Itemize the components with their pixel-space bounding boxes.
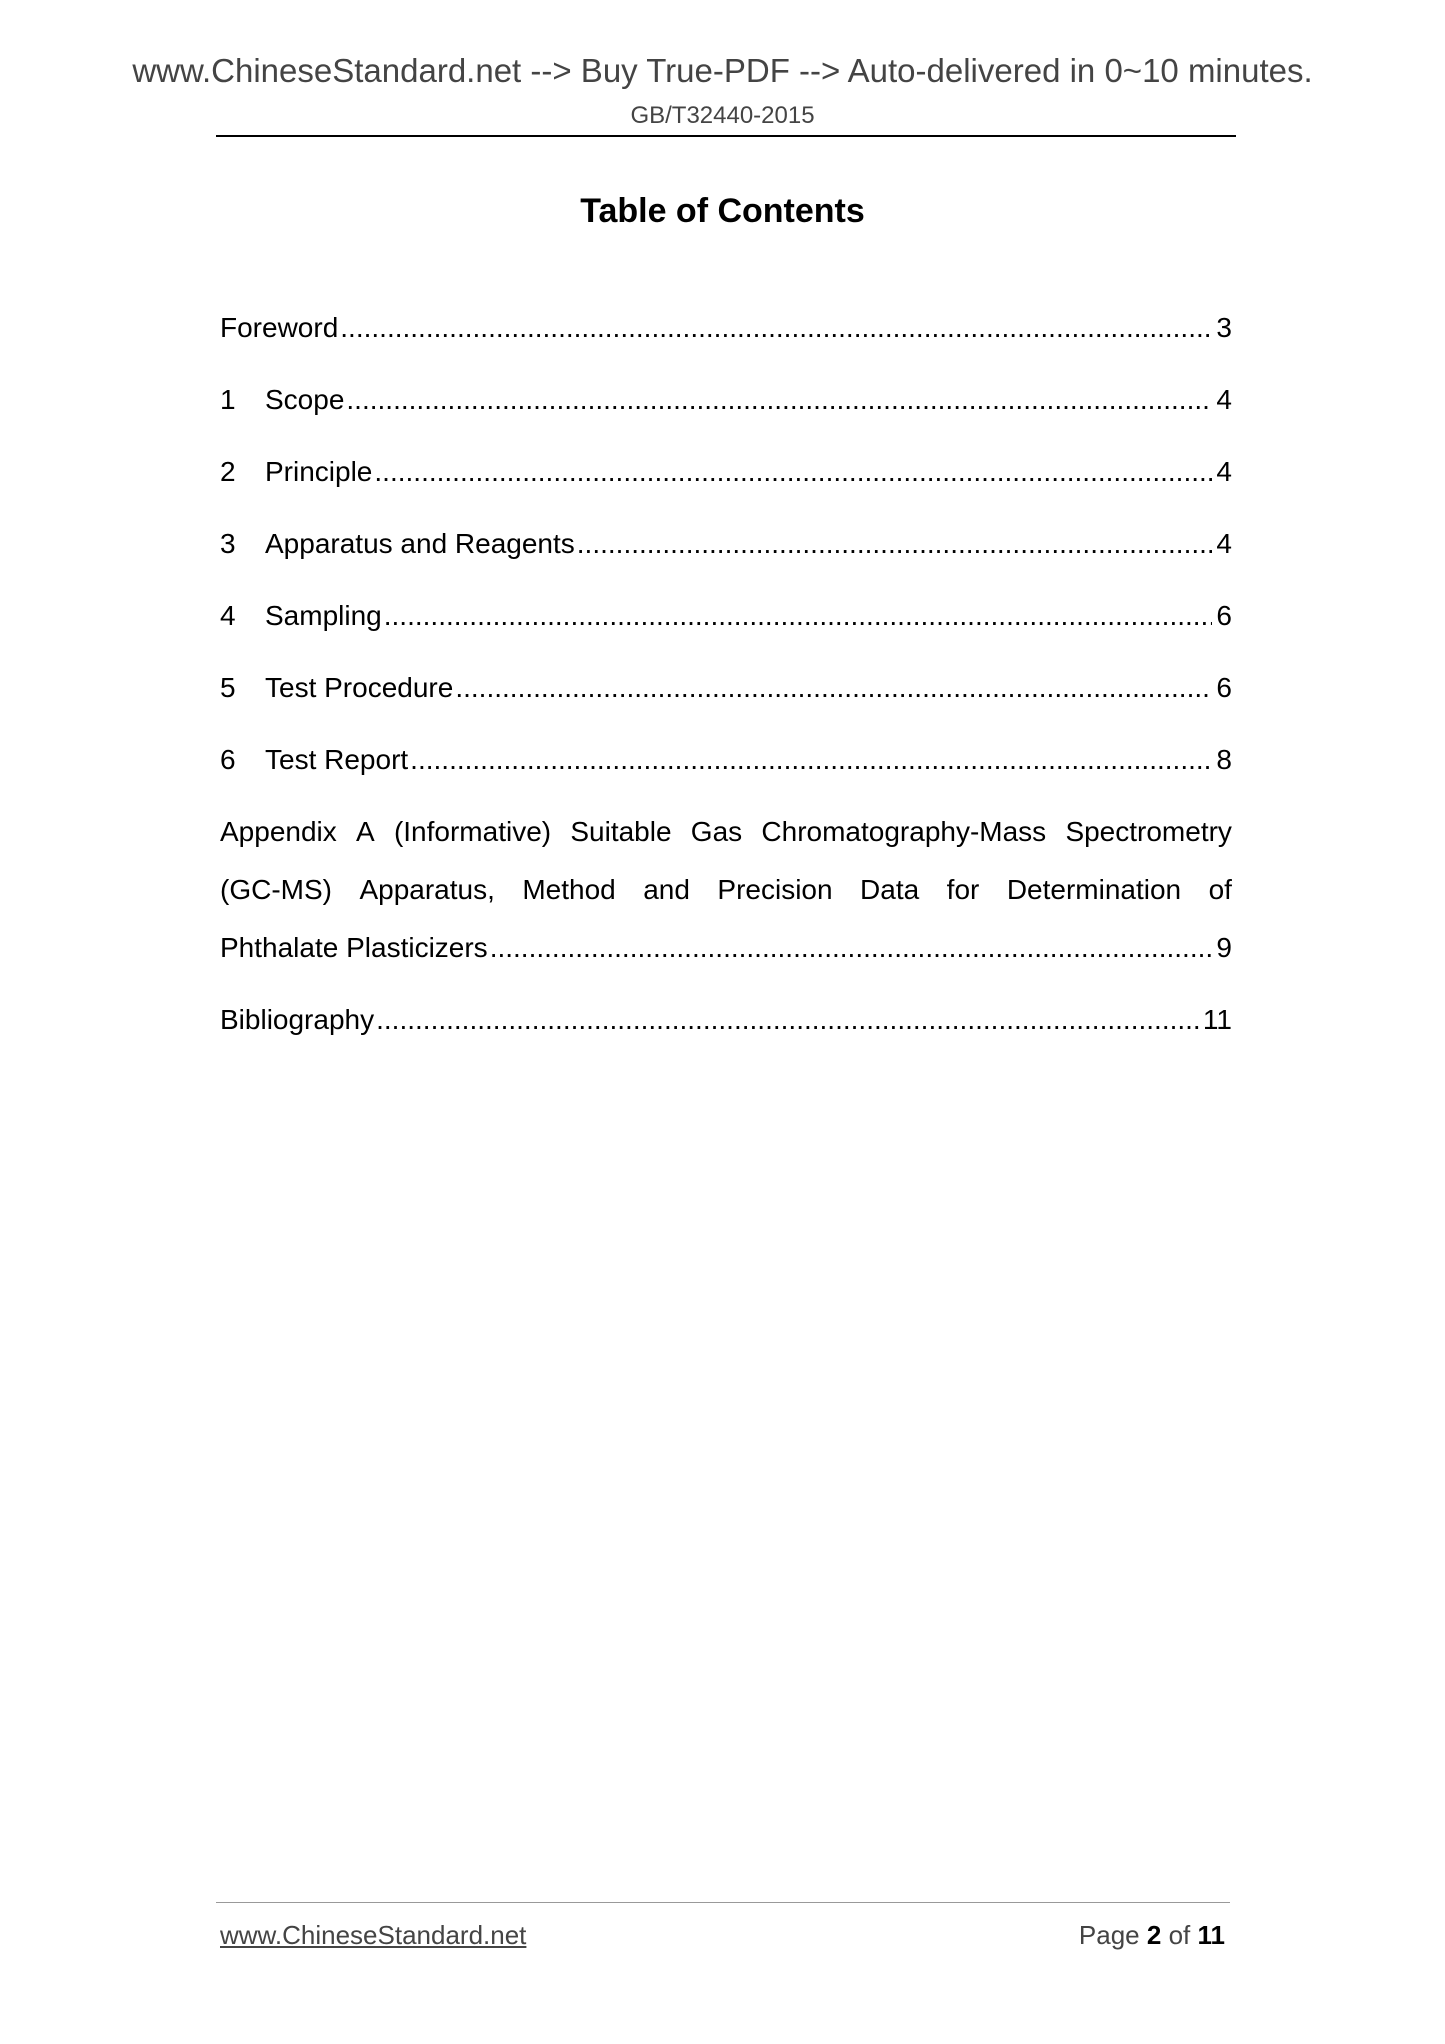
toc-entry-label: Bibliography xyxy=(220,1006,375,1035)
toc-entry-number: 5 xyxy=(220,674,236,703)
toc-entry-scope[interactable] xyxy=(220,386,1232,422)
toc-entry-label: Apparatus and Reagents xyxy=(265,530,575,559)
appendix-word: Method xyxy=(522,874,616,905)
appendix-word: and xyxy=(643,874,690,905)
footer-site-link[interactable]: www.ChineseStandard.net xyxy=(220,1920,527,1950)
toc-entry-sampling[interactable] xyxy=(220,602,1232,638)
toc-leader-dots xyxy=(410,746,1212,774)
appendix-title-line xyxy=(220,876,1232,912)
toc-entry-principle[interactable] xyxy=(220,458,1232,494)
toc-entry-page: 4 xyxy=(1216,530,1232,559)
toc-entry-appendix-a[interactable] xyxy=(220,818,1232,970)
toc-entry-page: 6 xyxy=(1216,674,1232,703)
toc-entry-page: 9 xyxy=(1216,934,1232,963)
page-number xyxy=(1079,1922,1225,1948)
appendix-word: Appendix xyxy=(220,816,337,847)
toc-entry-label: Foreword xyxy=(220,314,339,343)
toc-entry-test-report[interactable] xyxy=(220,746,1232,782)
toc-leader-dots xyxy=(346,386,1212,414)
toc-entry-page: 3 xyxy=(1216,314,1232,343)
toc-entry-apparatus[interactable] xyxy=(220,530,1232,566)
toc-entry-page: 6 xyxy=(1216,602,1232,631)
appendix-word: (GC-MS) xyxy=(220,874,332,905)
toc-entry-label: Sampling xyxy=(265,602,382,631)
toc-leader-dots xyxy=(577,530,1213,558)
toc-entry-number: 3 xyxy=(220,530,236,559)
footer-divider xyxy=(216,1902,1230,1903)
appendix-word: Data xyxy=(860,874,920,905)
toc-leader-dots xyxy=(455,674,1212,702)
toc-entry-label: Test Procedure xyxy=(265,674,454,703)
toc-leader-dots xyxy=(490,934,1213,962)
page-of: of xyxy=(1168,1920,1191,1950)
appendix-word: of xyxy=(1208,874,1232,905)
toc-entry-number: 4 xyxy=(220,602,236,631)
page-current: 2 xyxy=(1146,1920,1162,1950)
toc-entry-number: 2 xyxy=(220,458,236,487)
appendix-word: Determination xyxy=(1006,874,1182,905)
toc-entry-number: 1 xyxy=(220,386,236,415)
table-of-contents xyxy=(220,314,1232,1078)
toc-entry-page: 4 xyxy=(1216,458,1232,487)
appendix-word: Suitable xyxy=(570,816,672,847)
header-divider xyxy=(216,135,1236,137)
appendix-word: (Informative) xyxy=(393,816,552,847)
page-total: 11 xyxy=(1197,1920,1225,1950)
page-prefix: Page xyxy=(1078,1920,1140,1950)
toc-leader-dots xyxy=(384,602,1213,630)
toc-entry-page: 4 xyxy=(1216,386,1232,415)
toc-leader-dots xyxy=(376,1006,1199,1034)
appendix-word: Apparatus, xyxy=(359,874,495,905)
appendix-word: A xyxy=(356,816,375,847)
appendix-title-line xyxy=(220,934,1232,970)
toc-title: Table of Contents xyxy=(580,192,865,230)
toc-entry-number: 6 xyxy=(220,746,236,775)
toc-entry-label: Scope xyxy=(265,386,345,415)
appendix-title-line xyxy=(220,818,1232,854)
toc-entry-foreword[interactable] xyxy=(220,314,1232,350)
toc-entry-label: Phthalate Plasticizers xyxy=(220,934,488,963)
document-code: GB/T32440-2015 xyxy=(630,102,815,129)
appendix-word: Chromatography-Mass xyxy=(761,816,1047,847)
site-banner: www.ChineseStandard.net --> Buy True-PDF --> Auto-delivered in 0~10 minutes. xyxy=(132,52,1313,89)
toc-entry-page: 11 xyxy=(1202,1006,1232,1035)
toc-entry-bibliography[interactable] xyxy=(220,1006,1232,1042)
toc-leader-dots xyxy=(374,458,1212,486)
toc-entry-label: Test Report xyxy=(265,746,409,775)
appendix-word: Spectrometry xyxy=(1065,816,1232,847)
appendix-word: Gas xyxy=(690,816,743,847)
appendix-word: Precision xyxy=(717,874,833,905)
toc-leader-dots xyxy=(340,314,1212,342)
toc-entry-page: 8 xyxy=(1216,746,1232,775)
appendix-word: for xyxy=(946,874,980,905)
toc-entry-test-procedure[interactable] xyxy=(220,674,1232,710)
toc-entry-label: Principle xyxy=(265,458,373,487)
